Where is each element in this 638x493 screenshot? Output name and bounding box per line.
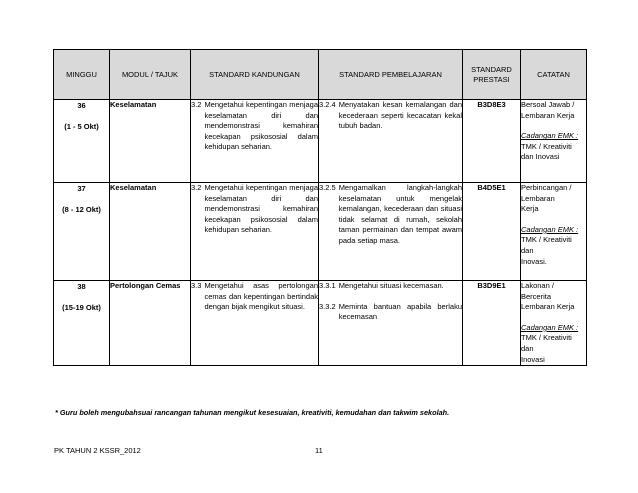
pembelajaran-cell	[319, 281, 463, 366]
emk-line: TMK / Kreativiti dan	[521, 333, 572, 353]
pembelajaran-cell	[319, 183, 463, 281]
page-number: 11	[315, 446, 323, 455]
footer-document-label: PK TAHUN 2 KSSR_2012	[54, 446, 141, 455]
emk-label: Cadangan EMK :	[521, 131, 579, 141]
week-range: (8 - 12 Okt)	[62, 204, 101, 214]
emk-label: Cadangan EMK :	[521, 322, 579, 332]
kandungan-cell	[191, 183, 319, 281]
catatan-line: Lembaran Kerja	[521, 302, 575, 312]
prestasi-cell: B4D5E1	[463, 183, 521, 281]
header-standard-pembelajaran: STANDARD PEMBELAJARAN	[319, 50, 463, 100]
catatan-line: Kerja	[521, 204, 539, 214]
header-standard-kandungan: STANDARD KANDUNGAN	[191, 50, 319, 100]
yearly-plan-table	[53, 49, 587, 366]
catatan-cell	[521, 100, 587, 183]
header-prestasi-line1: STANDARD	[471, 64, 512, 74]
emk-line: TMK / Kreativiti	[521, 141, 572, 151]
header-standard-prestasi	[463, 50, 521, 100]
emk-label: Cadangan EMK :	[521, 224, 579, 234]
week-cell	[54, 183, 110, 281]
footnote: * Guru boleh mengubahsuai rancangan tahunan mengikut kesesuaian, kreativiti, kemudahan dan takwim sekolah.	[55, 408, 450, 417]
table-row	[54, 100, 587, 183]
week-range: (1 - 5 Okt)	[64, 121, 99, 131]
kandungan-text: Mengetahui asas pertolongan cemas dan kepentingan bertindak dengan bijak mengikut situasi.	[204, 281, 318, 312]
catatan-cell	[521, 281, 587, 366]
catatan-cell	[521, 183, 587, 281]
pembelajaran-code: 3.3.2	[319, 301, 336, 311]
prestasi-cell: B3D8E3	[463, 100, 521, 183]
kandungan-cell	[191, 281, 319, 366]
emk-line: TMK / Kreativiti dan	[521, 235, 572, 255]
pembelajaran-text: Mengamalkan langkah-langkah keselamatan untuk mengelak kemalangan, kecederaan dan situasi tidak selamat di rumah, sekolah taman permainan dan tempat awam pada setiap masa.	[338, 183, 462, 245]
table-row	[54, 183, 587, 281]
kandungan-code: 3.2	[191, 183, 202, 192]
module-cell: Keselamatan	[110, 100, 191, 183]
pembelajaran-text: Menyatakan kesan kemalangan dan kecederaan seperti kecacatan kekal tubuh badan.	[338, 100, 462, 131]
pembelajaran-cell	[319, 100, 463, 183]
pembelajaran-code: 3.2.5	[319, 183, 336, 192]
pembelajaran-text: Mengetahui situasi kecemasan.	[338, 281, 444, 290]
kandungan-text: Mengetahui kepentingan menjaga keselamatan diri dan mendemonstrasi kemahiran kecekapan psikososial dalam kehidupan seharian.	[204, 183, 318, 235]
catatan-line: Perbincangan /	[521, 183, 572, 192]
header-modul: MODUL / TAJUK	[110, 50, 191, 100]
header-prestasi-line2: PRESTASI	[473, 74, 510, 84]
table-row	[54, 281, 587, 366]
week-cell	[54, 281, 110, 366]
week-number: 38	[77, 282, 86, 291]
kandungan-text: Mengetahui kepentingan menjaga keselamatan diri dan mendemonstrasi kemahiran kecekapan psikososial dalam kehidupan seharian.	[204, 100, 318, 152]
pembelajaran-code: 3.2.4	[319, 100, 336, 109]
pembelajaran-code: 3.3.1	[319, 281, 336, 290]
catatan-line: Lembaran	[521, 193, 555, 203]
catatan-line: Bersoal Jawab /	[521, 100, 575, 109]
emk-line: dan Inovasi	[521, 152, 560, 162]
module-cell: Pertolongan Cemas	[110, 281, 191, 366]
pembelajaran-text: Meminta bantuan apabila berlaku kecemasan	[338, 301, 462, 322]
prestasi-cell: B3D9E1	[463, 281, 521, 366]
kandungan-code: 3.3	[191, 281, 202, 290]
table-header-row	[54, 50, 587, 100]
week-number: 36	[77, 101, 86, 110]
catatan-line: Lembaran Kerja	[521, 110, 575, 120]
kandungan-cell	[191, 100, 319, 183]
kandungan-code: 3.2	[191, 100, 202, 109]
emk-line: Inovasi.	[521, 256, 547, 266]
catatan-line: Lakonan / Bercerita	[521, 281, 554, 301]
header-minggu: MINGGU	[54, 50, 110, 100]
header-catatan: CATATAN	[521, 50, 587, 100]
module-cell: Keselamatan	[110, 183, 191, 281]
week-range: (15-19 Okt)	[62, 302, 101, 312]
emk-line: Inovasi	[521, 354, 545, 364]
week-cell	[54, 100, 110, 183]
week-number: 37	[77, 184, 86, 193]
